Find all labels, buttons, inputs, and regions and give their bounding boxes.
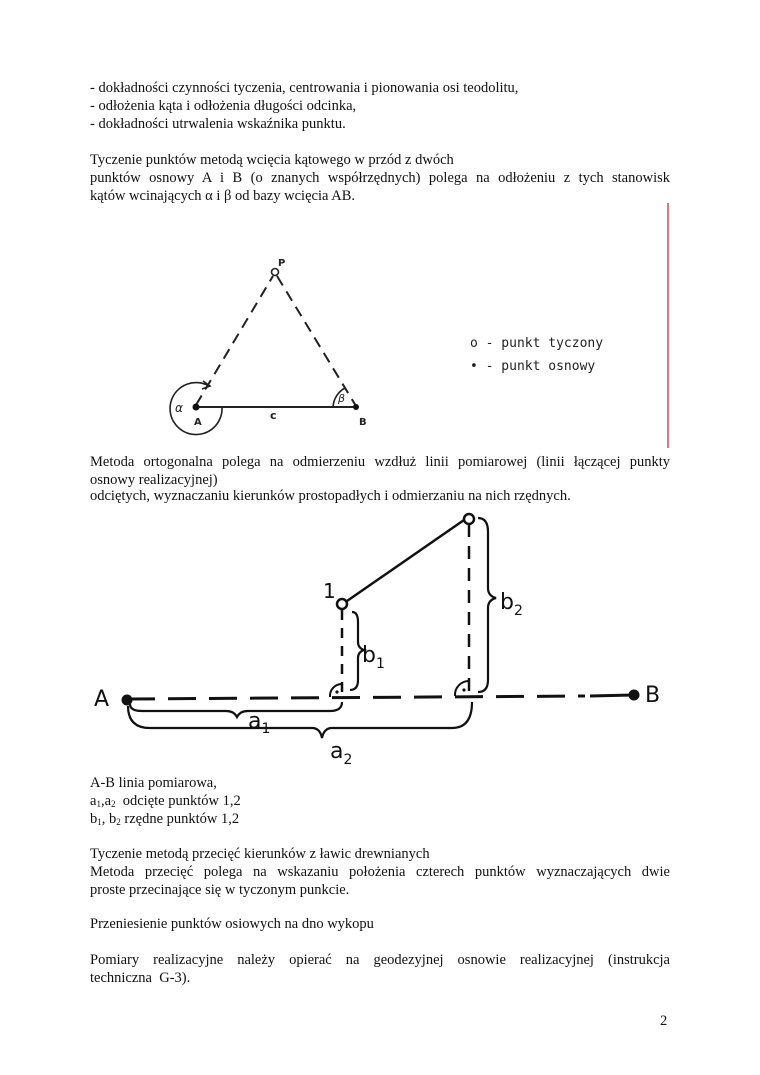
- label-b1: $b_1$: [362, 643, 385, 672]
- right-angle-marker-2: [455, 681, 469, 696]
- line-point1-point2: [347, 520, 464, 601]
- brace-b2: [478, 518, 496, 692]
- legend-line-ab: A-B linia pomiarowa,: [90, 775, 217, 791]
- paragraph-line: Pomiary realizacyjne należy opierać na geodezyjnej osnowie realizacyjnej (instrukcja: [90, 952, 670, 968]
- paragraph-line: kątów wcinających α i β od bazy wcięcia AB.: [90, 188, 356, 204]
- label-b2: $b_2$: [500, 590, 523, 619]
- section-heading-wciecie: Tyczenie punktów metodą wcięcia kątowego w przód z dwóch: [90, 152, 454, 168]
- paragraph-line: Metoda ortogonalna polega na odmierzeniu wzdłuż linii pomiarowej (linii łączącej punkty: [90, 454, 670, 470]
- triangle-intersection-figure: [0, 0, 760, 450]
- label-p: P: [278, 258, 286, 269]
- point-2-marker: [464, 514, 474, 524]
- right-angle-dot-2: [462, 688, 465, 691]
- brace-a2: [128, 702, 472, 738]
- legend-osnowy: • - punkt osnowy: [470, 359, 596, 374]
- measurement-line-solid: [590, 695, 633, 696]
- paragraph-line: odciętych, wyznaczaniu kierunków prostopadłych i odmierzaniu na nich rzędnych.: [90, 488, 571, 504]
- right-angle-marker-1: [330, 684, 342, 697]
- legend-line-ordinates: $b_1$, $b_2$ rzędne punktów 1,2: [90, 811, 240, 827]
- paragraph-line: proste przecinające się w tyczonym punkcie.: [90, 882, 350, 898]
- list-item: - dokładności utrwalenia wskaźnika punktu.: [90, 116, 346, 132]
- label-b: B: [359, 417, 367, 428]
- brace-a1: [130, 702, 342, 717]
- label-c: c: [270, 409, 277, 422]
- section-heading-przeniesienie: Przeniesienie punktów osiowych na dno wykopu: [90, 916, 374, 932]
- label-b: B: [645, 683, 661, 708]
- orthogonal-method-figure: [0, 505, 760, 775]
- page-number: 2: [660, 1013, 668, 1029]
- measurement-line-dashed: [127, 696, 585, 699]
- list-item: - dokładności czynności tyczenia, centrowania i pionowania osi teodolitu,: [90, 80, 519, 96]
- label-alpha: α: [175, 401, 183, 415]
- point-a-marker: [122, 695, 133, 706]
- point-b-marker: [353, 404, 359, 410]
- paragraph-line: techniczna G-3).: [90, 970, 191, 986]
- point-1-marker: [337, 599, 347, 609]
- section-heading-lawice: Tyczenie metodą przecięć kierunków z ławic drewnianych: [90, 846, 430, 862]
- label-beta: β: [338, 392, 346, 405]
- label-a2: $a_2$: [330, 739, 353, 768]
- label-a: A: [194, 417, 202, 428]
- point-a-marker: [193, 404, 200, 411]
- dashed-side-bp: [277, 276, 356, 406]
- point-p-marker: [272, 269, 279, 276]
- paragraph-line: Metoda przecięć polega na wskazaniu położenia czterech punktów wyznaczających dwie: [90, 864, 670, 880]
- label-a: A: [94, 687, 110, 712]
- right-angle-dot-1: [335, 690, 338, 693]
- label-point-1: 1: [323, 579, 336, 603]
- legend-tyczony: o - punkt tyczony: [470, 336, 604, 351]
- label-a1: $a_1$: [248, 709, 271, 737]
- paragraph-line: punktów osnowy A i B (o znanych współrzędnych) polega na odłożeniu z tych stanowisk: [90, 170, 670, 186]
- point-b-marker: [629, 690, 640, 701]
- list-item: - odłożenia kąta i odłożenia długości odcinka,: [90, 98, 357, 114]
- legend-line-abscissas: $a_1,a_2$ odcięte punktów 1,2: [90, 793, 241, 809]
- paragraph-line: osnowy realizacyjnej): [90, 472, 218, 488]
